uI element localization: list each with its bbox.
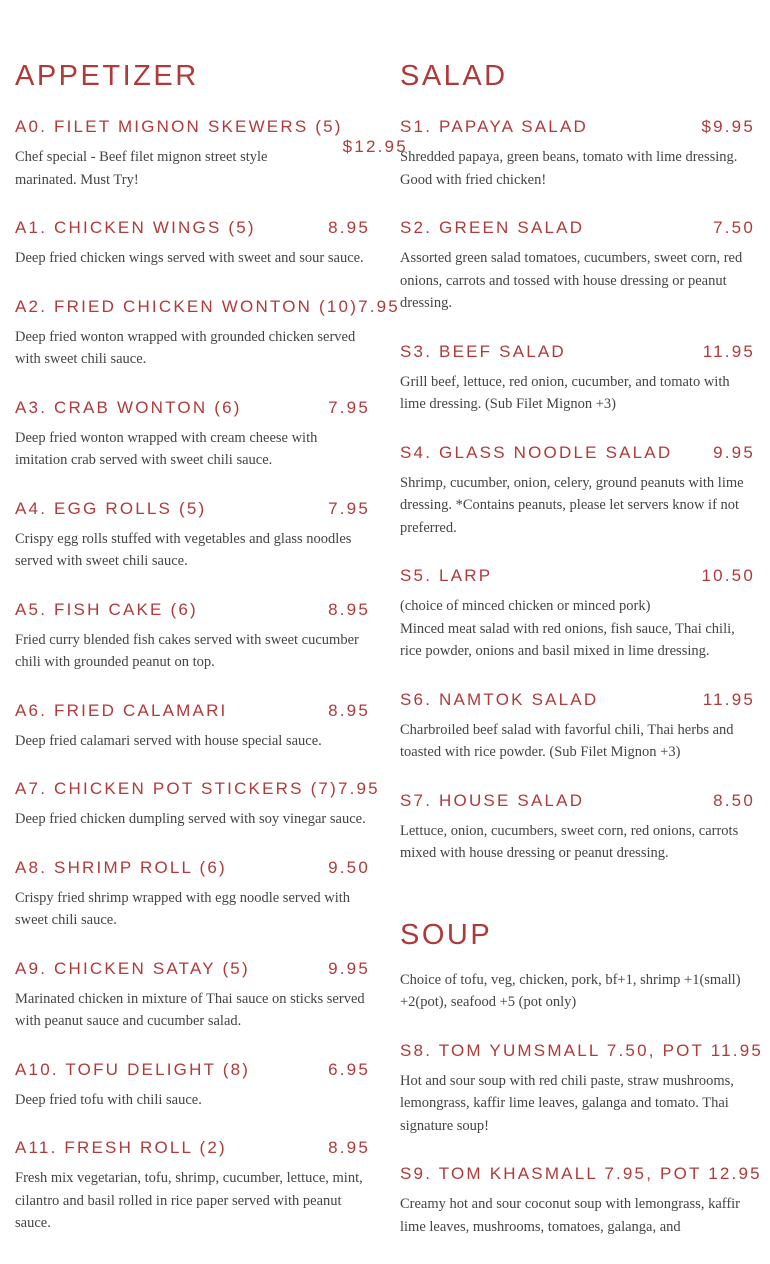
item-price: SMALL 7.95, POT 12.95 [531,1164,762,1183]
item-description: Shrimp, cucumber, onion, celery, ground peanuts with lime dressing. *Contains peanuts, please let servers know if not preferred. [400,474,744,536]
item-name: A0. FILET MIGNON SKEWERS (5) [15,117,343,136]
item-description: Deep fried tofu with chili sauce. [15,1091,202,1108]
item-name: S1. PAPAYA SALAD [400,117,588,136]
item-name: S2. GREEN SALAD [400,218,585,237]
item-description: Crispy fried shrimp wrapped with egg noodle served with sweet chili sauce. [15,889,351,928]
item-description: Deep fried wonton wrapped with cream cheese with imitation crab served with sweet chili sauce. [15,429,318,468]
salad-soup-column [400,58,764,1264]
item-name: A3. CRAB WONTON (6) [15,397,242,417]
item-name: A2. FRIED CHICKEN WONTON (10) [15,296,359,316]
item-note: (choice of minced chicken or minced pork) [400,598,651,614]
item-name: S6. NAMTOK SALAD [400,689,599,709]
item-price: 11.95 [702,341,755,361]
item-price: 8.95 [328,1138,370,1157]
appetizer-title: APPETIZER [15,60,199,92]
menu-item-s2 [400,217,755,315]
menu-item-a5 [15,599,370,674]
item-price: 9.95 [328,958,370,978]
item-description: Assorted green salad tomatoes, cucumbers, sweet corn, red onions, carrots and tossed with house dressing or peanut dressing. [400,250,743,311]
item-description: Grill beef, lettuce, red onion, cucumber, and tomato with lime dressing. (Sub Filet Mignon +3) [400,373,730,412]
item-price: 9.50 [328,857,370,877]
menu-item-s5 [400,565,755,663]
item-description: Chef special - Beef filet mignon street style marinated. Must Try! [15,149,268,188]
menu-item-s3 [400,341,755,416]
item-price: $9.95 [701,117,755,136]
item-description: Hot and sour soup with red chili paste, straw mushrooms, lemongrass, kaffir lime leaves, galanga and tomato. Thai signature soup! [400,1072,734,1134]
soup-intro: Choice of tofu, veg, chicken, pork, bf+1, shrimp +1(small) +2(pot), seafood +5 (pot only) [400,971,741,1010]
item-name: A4. EGG ROLLS (5) [15,498,207,518]
item-description: Creamy hot and sour coconut soup with lemongrass, kaffir lime leaves, mushrooms, tomatoes, galanga, and [400,1196,741,1235]
item-price: $12.95 [342,137,408,156]
item-price: 11.95 [702,689,755,709]
appetizer-column [15,58,408,1261]
item-name: A5. FISH CAKE (6) [15,599,198,619]
menu-item-a1 [15,217,370,270]
item-price: 8.95 [328,218,370,237]
item-description: Deep fried wonton wrapped with grounded chicken served with sweet chili sauce. [15,328,356,367]
item-description: Deep fried calamari served with house special sauce. [15,732,322,749]
item-name: S4. GLASS NOODLE SALAD [400,442,673,462]
menu-item-a3 [15,397,370,472]
menu-item-a7 [15,778,380,831]
item-name: A7. CHICKEN POT STICKERS (7) [15,779,338,798]
menu-item-a9 [15,958,370,1033]
item-price: 6.95 [328,1059,370,1079]
menu-item-s6 [400,689,755,764]
item-price: 7.50 [713,218,755,237]
item-description: Minced meat salad with red onions, fish sauce, Thai chili, rice powder, onions and basil mixed in lime dressing. [400,620,735,659]
item-description: Fried curry blended fish cakes served with sweet cucumber chili with grounded peanut on top. [15,631,359,670]
menu-item-a2 [15,296,400,371]
item-description: Lettuce, onion, cucumbers, sweet corn, red onions, carrots mixed with house dressing or peanut dressing. [400,822,739,861]
item-price: 8.95 [328,599,370,619]
item-price: SMALL 7.50, POT 11.95 [533,1040,764,1060]
item-name: S7. HOUSE SALAD [400,790,585,810]
item-description: Shredded papaya, green beans, tomato with lime dressing. Good with fried chicken! [400,149,738,188]
item-price: 8.50 [713,790,755,810]
item-description: Deep fried chicken dumpling served with soy vinegar sauce. [15,811,366,827]
item-price: 8.95 [328,700,370,720]
item-name: A6. FRIED CALAMARI [15,700,228,720]
item-name: A11. FRESH ROLL (2) [15,1138,227,1157]
menu-item-a10 [15,1059,370,1112]
salad-title: SALAD [400,60,508,92]
menu-item-s1 [400,116,755,191]
item-name: A10. TOFU DELIGHT (8) [15,1059,251,1079]
menu-item-s7 [400,790,755,865]
item-name: S8. TOM YUM [400,1040,534,1060]
item-price: 7.95 [358,296,400,316]
item-price: 7.95 [337,779,380,798]
item-name: A1. CHICKEN WINGS (5) [15,218,256,237]
item-price: 10.50 [701,566,755,585]
item-price: 7.95 [328,397,370,417]
menu-item-a8 [15,857,370,932]
item-name: S3. BEEF SALAD [400,341,566,361]
menu-item-s8 [400,1040,764,1138]
menu-item-a0 [15,116,408,191]
item-name: S5. LARP [400,566,493,585]
item-name: S9. TOM KHA [400,1164,532,1183]
item-description: Deep fried chicken wings served with sweet and sour sauce. [15,250,364,266]
menu-item-s4 [400,442,755,540]
menu-item-a4 [15,498,370,573]
menu-item-s9 [400,1163,762,1238]
item-price: 7.95 [328,498,370,518]
soup-title: SOUP [400,918,493,951]
item-description: Charbroiled beef salad with favorful chili, Thai herbs and toasted with rice powder. (Sub Filet Mignon +3) [400,721,734,760]
item-price: 9.95 [713,442,755,462]
menu-item-a6 [15,700,370,753]
menu-item-a11 [15,1137,370,1235]
item-description: Crispy egg rolls stuffed with vegetables and glass noodles served with sweet chili sauce. [15,530,352,569]
item-name: A8. SHRIMP ROLL (6) [15,857,227,877]
item-name: A9. CHICKEN SATAY (5) [15,958,250,978]
item-description: Marinated chicken in mixture of Thai sauce on sticks served with peanut sauce and cucumber salad. [15,990,365,1029]
item-description: Fresh mix vegetarian, tofu, shrimp, cucumber, lettuce, mint, cilantro and basil rolled in rice paper served with peanut sauce. [15,1170,363,1231]
